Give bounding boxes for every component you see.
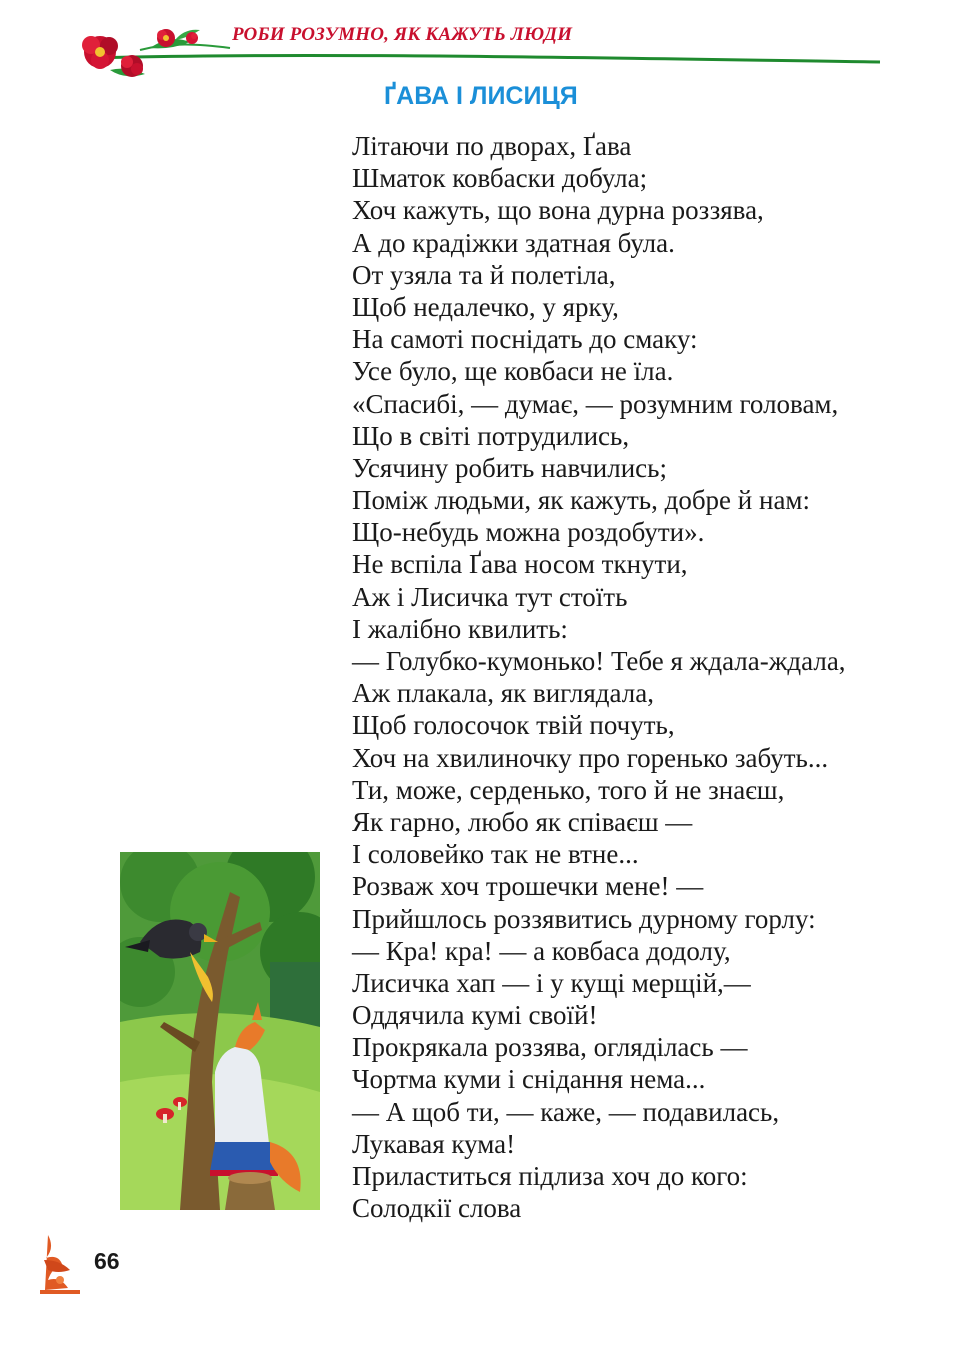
poem-line: На самоті поснідать до смаку: (352, 324, 698, 355)
poem-line: Прокрякала роззява, огляділась — (352, 1032, 748, 1063)
poem-line: Літаючи по дворах, Ґава (352, 131, 632, 161)
poem-line: Усячину робить навчились; (352, 452, 667, 483)
poem-line: Що в світі потрудились, (352, 420, 630, 451)
poem-line: Шматок ковбаски добула; (352, 163, 648, 194)
poem-title: ҐАВА І ЛИСИЦЯ (384, 82, 578, 110)
poem-line: Хоч кажуть, що вона дурна роззява, (352, 195, 764, 226)
poem-line: — Голубко-кумонько! Тебе я ждала-ждала, (352, 646, 846, 676)
poem-text (352, 130, 846, 1224)
poem-line: І жалібно квилить: (352, 613, 568, 644)
page-header (0, 0, 963, 90)
poem-line: І соловейко так не втне... (352, 839, 639, 870)
poem-line: «Спасибі, — думає, — розумним головам, (352, 388, 839, 419)
poem-line: Розваж хоч трошечки мене! — (352, 871, 704, 902)
poem-line: Хоч на хвилиночку про горенько забуть... (352, 742, 829, 773)
page-number: 66 (94, 1248, 120, 1274)
poem-line: Лисичка хап — і у кущі мерщій,— (352, 967, 751, 998)
poem-line: — Кра! кра! — а ковбаса додолу, (352, 935, 731, 966)
floral-ornament-icon (40, 1230, 90, 1295)
poem-line: Не вспіла Ґава носом ткнути, (352, 549, 688, 580)
poem-line: Аж і Лисичка тут стоїть (352, 581, 628, 612)
poem-line: Аж плакала, як виглядала, (352, 678, 654, 709)
poem-line: Лукавая кума! (352, 1128, 516, 1159)
crow-and-fox-illustration (120, 852, 320, 1210)
running-head: РОБИ РОЗУМНО, ЯК КАЖУТЬ ЛЮДИ (232, 24, 573, 45)
poem-line: Щоб голосочок твій почуть, (352, 710, 675, 741)
poem-line: Чортма куми і снідання нема... (352, 1064, 706, 1095)
poem-line: Щоб недалечко, у ярку, (352, 291, 619, 322)
poem-line: Оддячила кумі своїй! (352, 1000, 598, 1031)
poem-line: Як гарно, любо як співаєш — (352, 806, 693, 837)
poem-line: Приластиться підлиза хоч до кого: (352, 1161, 748, 1191)
poem-line: Усе було, ще ковбаси не їла. (352, 356, 674, 387)
poem-line: От узяла та й полетіла, (352, 259, 616, 290)
poem-line: Що-небудь можна роздобути». (352, 517, 705, 548)
poem-line: Солодкії слова (352, 1193, 522, 1224)
poem-line: Прийшлось роззявитись дурному горлу: (352, 903, 816, 934)
poem-line: Ти, може, серденько, того й не знаєш, (352, 774, 785, 805)
poem-line: А до крадіжки здатная була. (352, 227, 675, 258)
poem-line: Поміж людьми, як кажуть, добре й нам: (352, 485, 811, 516)
poem-line: — А щоб ти, — каже, — подавилась, (352, 1096, 780, 1127)
